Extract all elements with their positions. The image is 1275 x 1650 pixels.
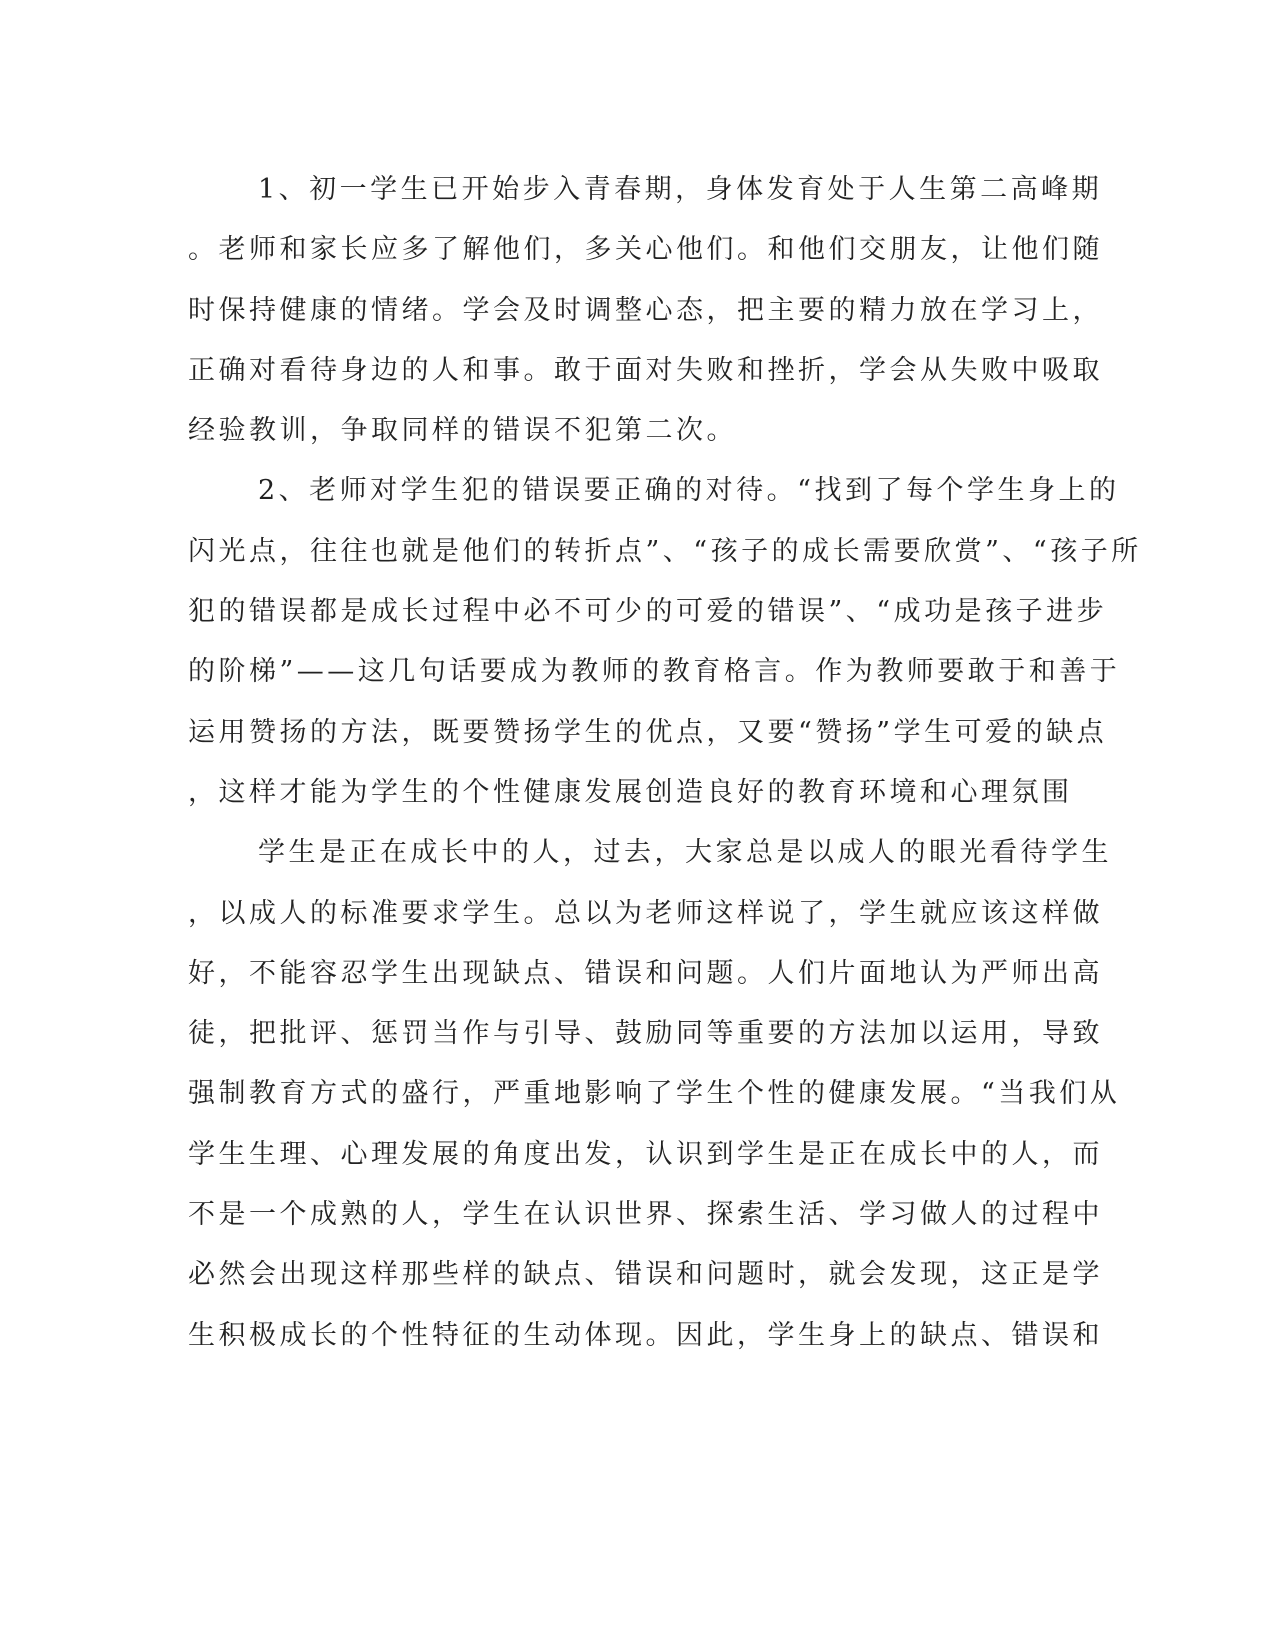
paragraph-1 [188,160,1103,461]
text-line: 时保持健康的情绪。学会及时调整心态，把主要的精力放在学习上， [188,294,1103,326]
text-line: 必然会出现这样那些样的缺点、错误和问题时，就会发现，这正是学 [188,1259,1103,1291]
text-line: 徒，把批评、惩罚当作与引导、鼓励同等重要的方法加以运用，导致 [188,1018,1103,1050]
paragraph-3 [188,823,1121,1366]
text-line: 犯的错误都是成长过程中必不可少的可爱的错误”、“成功是孩子进步 [188,596,1108,628]
text-line: 好，不能容忍学生出现缺点、错误和问题。人们片面地认为严师出高 [188,957,1103,989]
text-line: ，以成人的标准要求学生。总以为老师这样说了，学生就应该这样做 [188,897,1103,929]
text-line: 1、初一学生已开始步入青春期，身体发育处于人生第二高峰期 [258,174,1103,205]
text-line: 生积极成长的个性特征的生动体现。因此，学生身上的缺点、错误和 [188,1319,1103,1351]
text-line: 不是一个成熟的人，学生在认识世界、探索生活、学习做人的过程中 [188,1199,1103,1231]
text-line: 运用赞扬的方法，既要赞扬学生的优点，又要“赞扬”学生可爱的缺点 [188,716,1108,748]
text-line: 学生生理、心理发展的角度出发，认识到学生是正在成长中的人，而 [188,1138,1103,1170]
text-line: 闪光点，往往也就是他们的转折点”、“孩子的成长需要欣赏”、“孩子所 [188,535,1142,567]
text-line: 2、老师对学生犯的错误要正确的对待。“找到了每个学生身上的 [258,475,1120,507]
text-line: ，这样才能为学生的个性健康发展创造良好的教育环境和心理氛围 [188,776,1073,808]
text-line: 强制教育方式的盛行，严重地影响了学生个性的健康发展。“当我们从 [188,1078,1121,1110]
text-line: 正确对看待身边的人和事。敢于面对失败和挫折，学会从失败中吸取 [188,354,1103,386]
text-line: 的阶梯”——这几句话要成为教师的教育格言。作为教师要敢于和善于 [188,656,1121,688]
paragraph-2 [188,461,1142,823]
text-line: 经验教训，争取同样的错误不犯第二次。 [188,415,737,447]
text-line: 学生是正在成长中的人，过去，大家总是以成人的眼光看待学生 [258,837,1112,869]
text-line: 。老师和家长应多了解他们，多关心他们。和他们交朋友，让他们随 [188,234,1103,266]
document-body [188,160,1142,1366]
